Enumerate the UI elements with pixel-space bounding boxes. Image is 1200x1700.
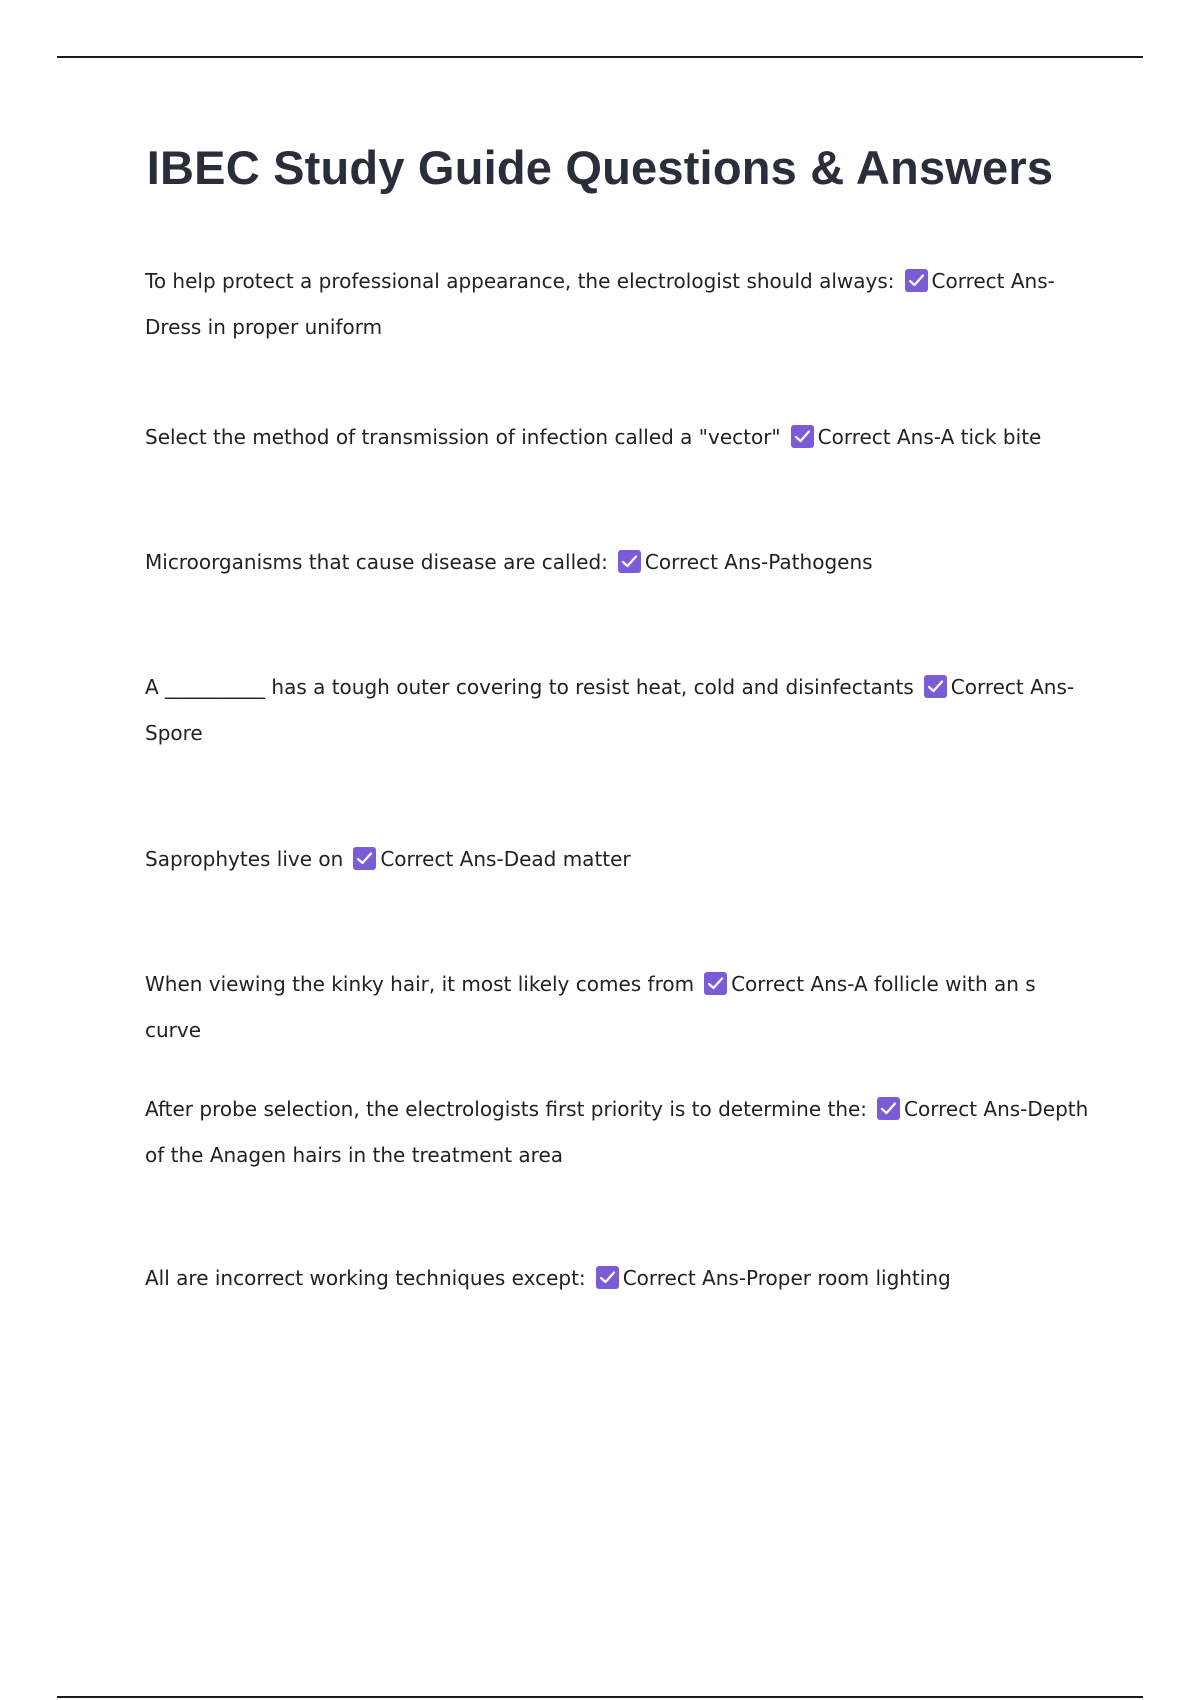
answer-text: Depth of the Anagen hairs in the treatment area	[145, 1097, 1089, 1167]
answer-text: Pathogens	[768, 550, 873, 574]
checkbox-checked-icon	[924, 675, 947, 698]
question-text: Select the method of transmission of infection called a "vector"	[145, 425, 781, 449]
qa-item	[145, 836, 1090, 882]
checkbox-checked-icon	[596, 1266, 619, 1289]
answer-prefix: Correct Ans-	[622, 1266, 747, 1290]
question-text: Microorganisms that cause disease are called:	[145, 550, 608, 574]
answer-text: Spore	[145, 721, 203, 745]
question-text: Saprophytes live on	[145, 847, 344, 871]
qa-item	[145, 1086, 1090, 1178]
qa-item	[145, 1255, 1090, 1301]
answer-prefix: Correct Ans-	[644, 550, 769, 574]
question-text: A __________ has a tough outer covering to resist heat, cold and disinfectants	[145, 675, 914, 699]
answer-prefix: Correct Ans-	[380, 847, 504, 871]
checkbox-checked-icon	[791, 425, 814, 448]
answer-prefix: Correct Ans-	[731, 972, 855, 996]
answer-prefix: Correct Ans-	[904, 1097, 1028, 1121]
question-text: After probe selection, the electrologists first priority is to determine the:	[145, 1097, 868, 1121]
question-text: When viewing the kinky hair, it most likely comes from	[145, 972, 695, 996]
header-rule	[57, 56, 1143, 58]
answer-text: Proper room lighting	[746, 1266, 951, 1290]
answer-prefix: Correct Ans-	[931, 269, 1055, 293]
footer-rule	[57, 1696, 1143, 1698]
answer-text: Dead matter	[503, 847, 631, 871]
checkbox-checked-icon	[877, 1097, 900, 1120]
answer-text: A follicle with an s curve	[145, 972, 1036, 1042]
checkbox-checked-icon	[905, 269, 928, 292]
answer-text: Dress in proper uniform	[145, 315, 383, 339]
answer-prefix: Correct Ans-	[950, 675, 1075, 699]
document-title: IBEC Study Guide Questions & Answers	[146, 141, 1054, 194]
question-text: To help protect a professional appearance, the electrologist should always:	[145, 269, 895, 293]
qa-item	[145, 414, 1090, 460]
question-text: All are incorrect working techniques except:	[145, 1266, 586, 1290]
checkbox-checked-icon	[704, 972, 727, 995]
answer-prefix: Correct Ans-	[817, 425, 941, 449]
qa-item	[145, 664, 1090, 756]
answer-text: A tick bite	[940, 425, 1042, 449]
qa-item	[145, 539, 1090, 585]
checkbox-checked-icon	[353, 847, 376, 870]
checkbox-checked-icon	[618, 550, 641, 573]
qa-item	[145, 258, 1090, 350]
qa-item	[145, 961, 1090, 1053]
